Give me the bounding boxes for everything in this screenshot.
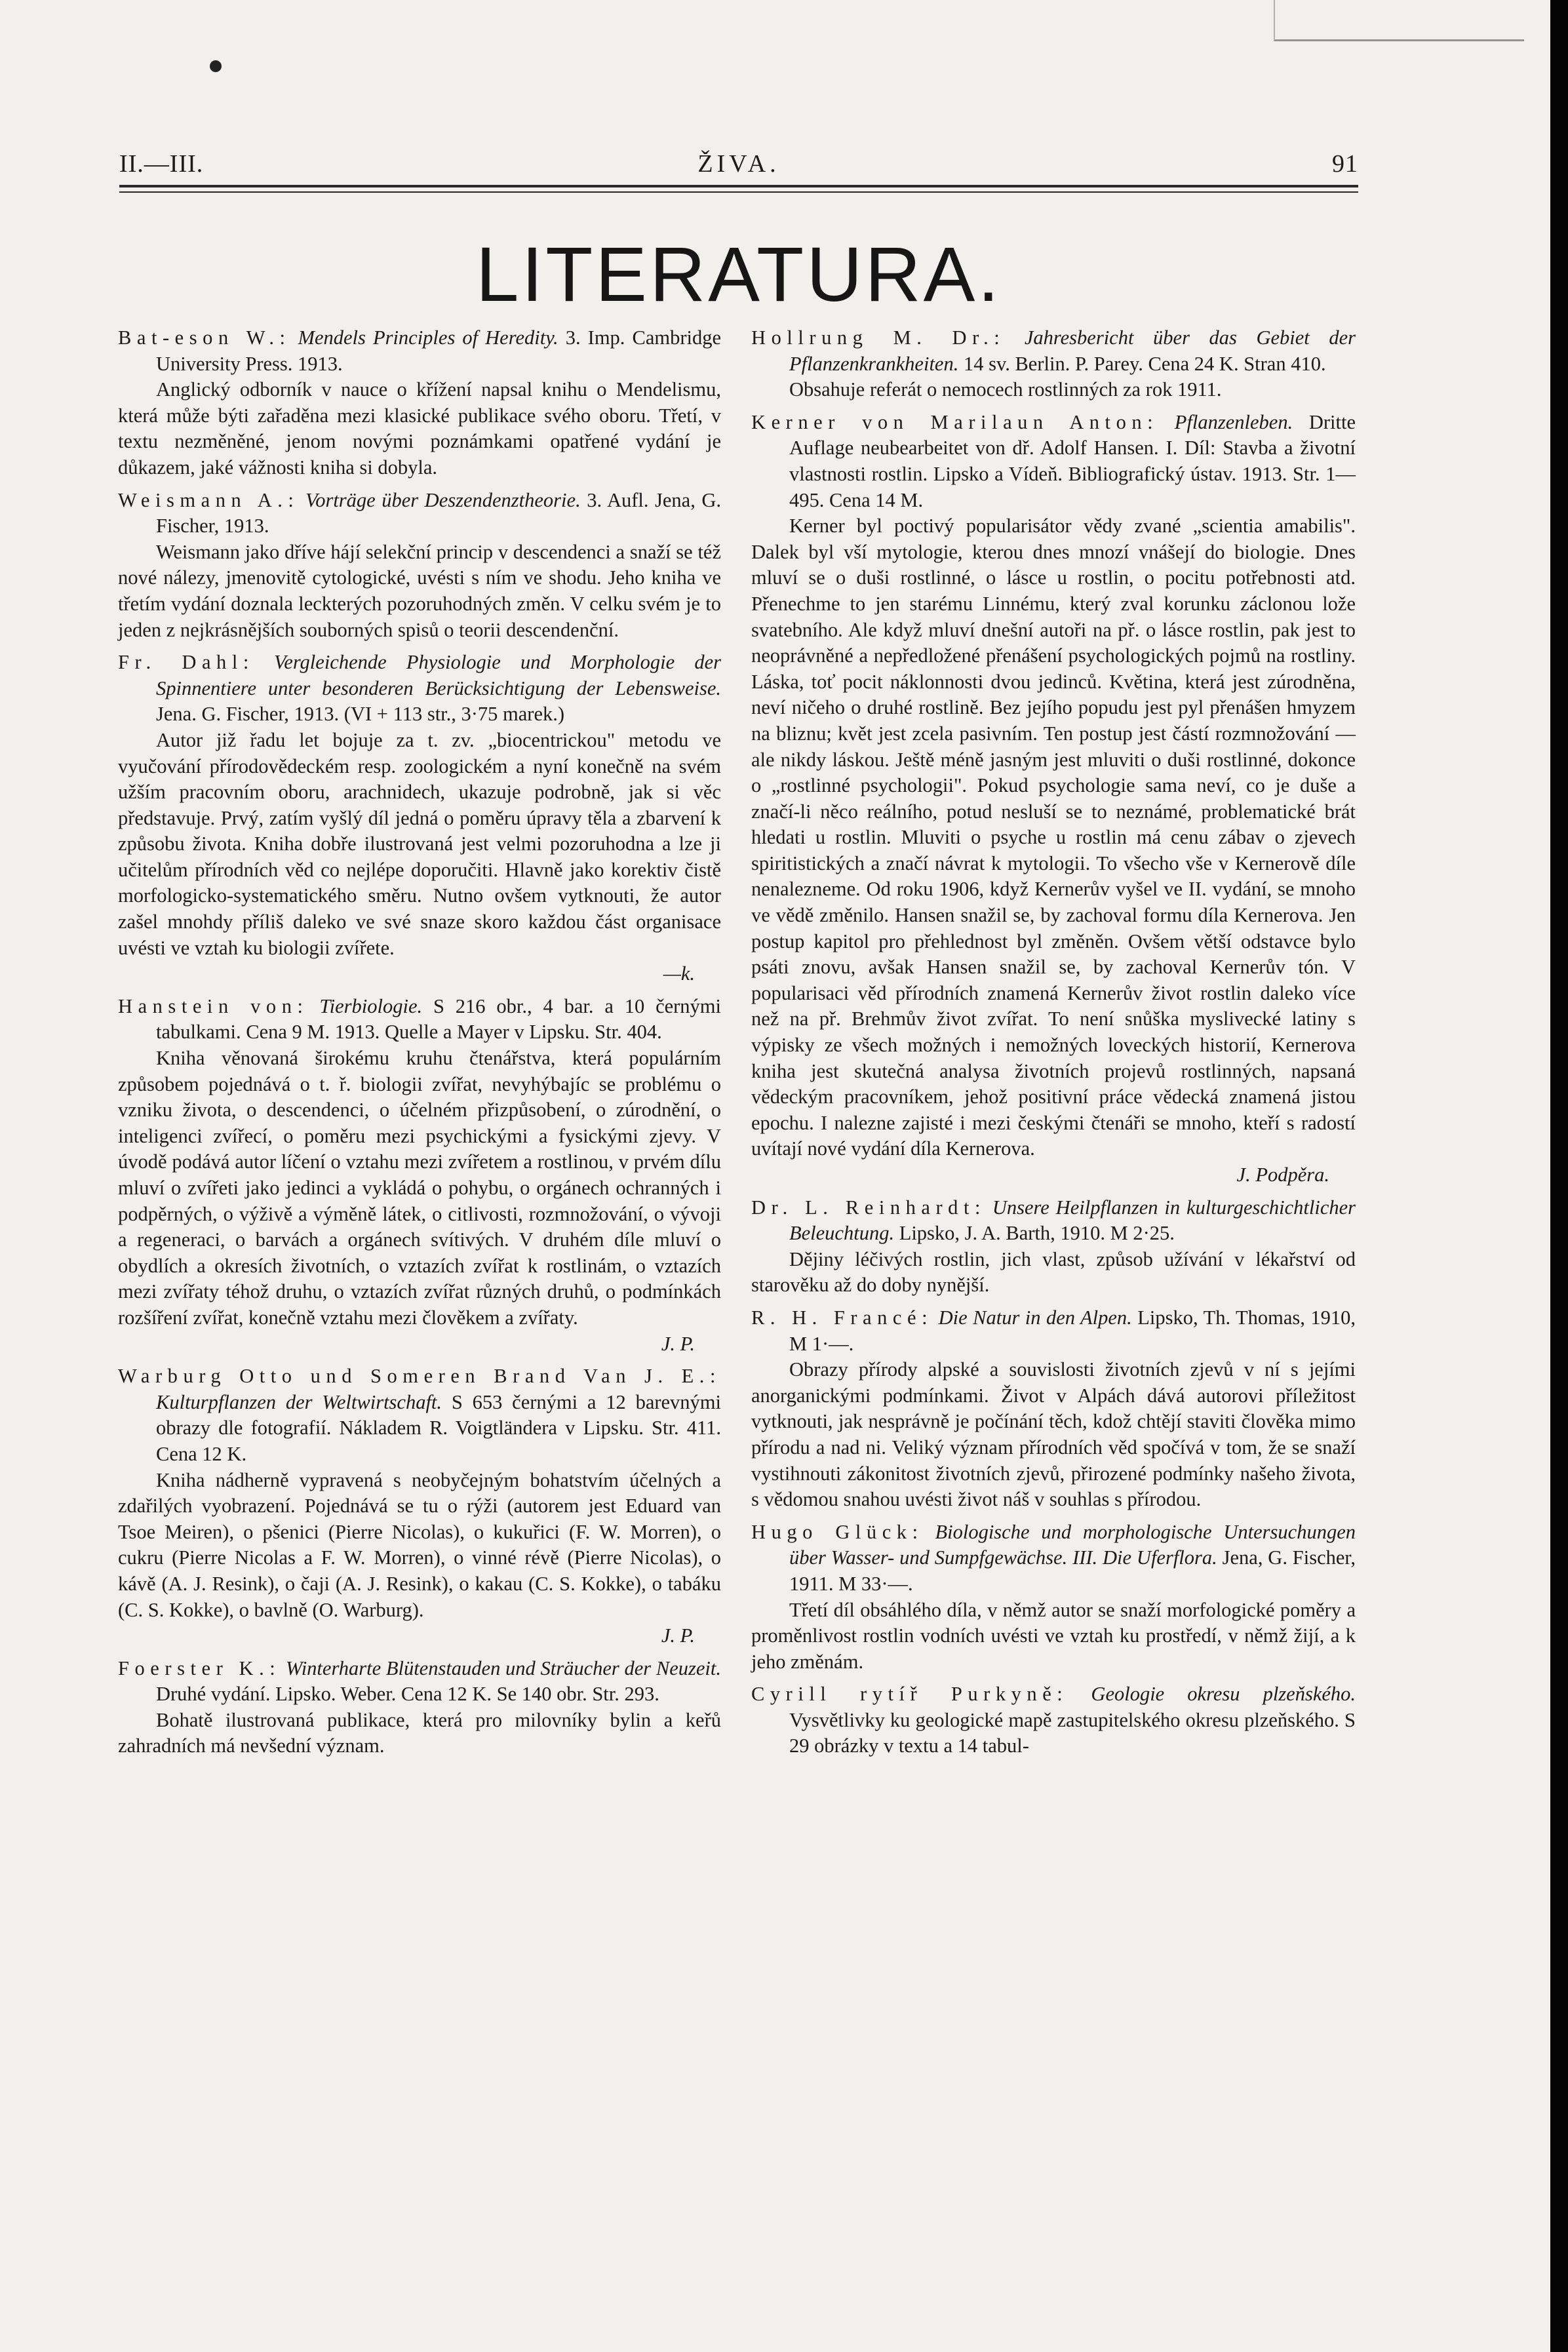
review-entry	[751, 1195, 1356, 1299]
publication-details: Jena, G. Fischer, 1911. M 33·—.	[789, 1546, 1356, 1595]
review-text: Třetí díl obsáhlého díla, v němž autor se snaží morfologické poměry a proměnlivost rostlin vodních uvésti ve vztah ku prostředí, v němž žijí, a k jeho změnám.	[751, 1598, 1356, 1673]
review-entry	[751, 1519, 1356, 1676]
review-text: Bohatě ilustrovaná publikace, která pro milovníky bylin a keřů zahradních má nevšední význam.	[118, 1708, 721, 1757]
review-entry	[118, 325, 721, 481]
review-text: Kniha věnovaná širokému kruhu čtenářstva, která populárním způsobem pojednává o t. ř. biologii zvířat, nevyhýbajíc se problému o vzniku života, o descendenci, o účelném přizpůsobení, o zúrodnění, o inteligenci zvířecí, o poměru mezi psychickými a fysickými zjevy. V úvodě podává autor líčení o vztahu mezi zvířetem a rostlinou, v prvém dílu mluví o zvířeti jako jedinci a vykládá o pohybu, o orgánech ochranných i podpěrných, o výživě a výměně látek, o citlivosti, rozmnožování, o vývoji a regeneraci, o barvách a orgánech svítivých. V druhém díle mluví o obydlích a okresích životních, o vztazích zvířat k rostlinám, o vztazích mezi zvířaty téhož druhu, o vztazích zvířat různých druhů, o podmínkách rozšíření zvířat, konečně vztahu mezi člověkem a zvířaty.	[118, 1047, 721, 1329]
author-name: Warburg Otto und Someren Brand Van J. E.:	[118, 1365, 721, 1388]
author-name: R. H. Francé:	[751, 1306, 933, 1329]
bibliographic-reference	[751, 1681, 1356, 1759]
review-entry	[118, 1656, 721, 1759]
bibliographic-reference	[751, 1195, 1356, 1247]
header-rule-thick	[119, 185, 1358, 187]
review-text: Kniha nádherně vypravená s neobyčejným bohatstvím účelných a zdařilých vyobrazení. Pojednává se tu o rýži (autorem jest Eduard van Tsoe Meiren), o pšenici (Pierre Nicolas), o kukuřici (F. W. Morren), o cukru (Pierre Nicolas a F. W. Morren), o vinné révě (Pierre Nicolas), o kávě (A. J. Resink), o čaji (A. J. Resink), o kakau (C. S. Kokke), o tabáku (C. S. Kokke), o bavlně (O. Warburg).	[118, 1468, 721, 1621]
scan-edge	[1550, 0, 1568, 2352]
work-title: Jahresbericht über das Gebiet der Pflanzenkrankheiten.	[789, 326, 1356, 375]
publication-details: 14 sv. Berlin. P. Parey. Cena 24 K. Stran 410.	[963, 352, 1326, 375]
bibliographic-reference	[751, 410, 1356, 513]
publication-details: Druhé vydání. Lipsko. Weber. Cena 12 K. Se 140 obr. Str. 293.	[156, 1683, 659, 1706]
work-title: Kulturpflanzen der Weltwirtschaft.	[156, 1390, 442, 1413]
author-name: Dr. L. Reinhardt:	[751, 1196, 987, 1219]
review-text: Anglický odborník v nauce o křížení napsal knihu o Mendelismu, která může býti zařaděna mezi klasické publikace svého oboru. Třetí, v textu nezměněné, jenom novými poznámkami opatřené vydání je důkazem, jaké vážnosti kniha si dobyla.	[118, 378, 721, 479]
author-name: Weismann A.:	[118, 488, 300, 511]
work-title: Geologie okresu plzeňského.	[1091, 1683, 1356, 1706]
journal-name: ŽIVA.	[697, 150, 780, 178]
author-name: Hugo Glück:	[751, 1520, 924, 1543]
author-name: Foerster K.:	[118, 1656, 281, 1679]
page-number: 91	[1332, 150, 1358, 178]
author-name: Cyrill rytíř Purkyně:	[751, 1683, 1068, 1706]
publication-details: Dritte Auflage neubearbeitet von dř. Adolf Hansen. I. Díl: Stavba a životní vlastnosti rostlin. Lipsko a Vídeň. Bibliografický ústav. 1913. Str. 1—495. Cena 14 M.	[789, 410, 1356, 511]
work-title: Winterharte Blütenstauden und Sträucher der Neuzeit.	[285, 1656, 721, 1679]
bibliographic-reference	[118, 488, 721, 539]
scan-dot	[210, 60, 222, 72]
review-entry	[751, 410, 1356, 1188]
issue-number: II.—III.	[119, 150, 204, 178]
header-rule-thin	[119, 191, 1358, 193]
scan-corner-artifact	[1274, 0, 1524, 41]
work-title: Unsere Heilpflanzen in kulturgeschichtlicher Beleuchtung.	[789, 1196, 1356, 1245]
bibliographic-reference	[118, 994, 721, 1046]
review-entry	[118, 488, 721, 644]
review-text: Kerner byl poctivý popularisátor vědy zvané „scientia amabilis". Dalek byl vší mytologie, kterou dnes mnozí vnášejí do biologie. Dnes mluví se o duši rostlinné, o lásce u rostlin, o pocitu potřebnosti atd. Přenechme to jen starému Linnému, který zval korunku záclonou lože svatebního. Ale když mluví dnešní autoři na př. o lásce rostlin, pak jest to neoprávněné a nepředložené přenášení psychologických pojmů na rostliny. Láska, toť pocit náklonnosti dvou jedinců. Květina, která jest zúrodněna, neví ničeho o druhé rostlině. Bez jejího popudu jest pyl přenášen hmyzem na bliznu; květ jest zcela pasivním. Ten postup jest částí rozmnožování — ale nikdy láskou. Ještě méně jasným jest mluviti o duši rostlinné, dokonce o „rostlinné psychologii". Pokud psychologie sama neví, co je duše a značí-li něco reálního, potud nesluší se to neznámé, problematické brát hledati u rostlin. Mluviti o psyche u rostlin má cenu zábav o zjevech spiritistických a značí návrat k mytologii. To všecho vše v Kernerově díle nenalezneme. Od roku 1906, když Kernerův vyšel ve II. vydání, se mnoho ve vědě změnilo. Hansen snažil se, by zachoval formu díla Kernerova. Jen postup kapitol pro přehlednost byl změněn. Ovšem větší odstavce bylo psáti znovu, avšak Hansen snažil se, by zachoval Kernerův tón. V popularisaci věd přírodních znamená Kernerův život rostlin daleko více než na př. Brehmův život zvířat. To není snůška myslivecké latiny s výpisky ze všech možných i nemožných loveckých historií, Kernerova kniha jest skutečná analysa životních projevů rostlinných, napsaná vědeckým pracovníkem, jehož positivní práce vědecká znamená jistou epochu. I nalezne zajisté i mezi českými čtenáři se mnoho, kteří s radostí uvítají nové vydání díla Kernerova.	[751, 515, 1356, 1160]
bibliographic-reference	[118, 650, 721, 728]
work-title: Tierbiologie.	[319, 994, 423, 1017]
reviewer-signature: J. P.	[661, 1332, 695, 1355]
publication-details: S 216 obr., 4 bar. a 10 černými tabulkami. Cena 9 M. 1913. Quelle a Mayer v Lipsku. Str. 404.	[156, 994, 721, 1044]
author-name: Kerner von Marilaun Anton:	[751, 410, 1159, 433]
publication-details: Vysvětlivky ku geologické mapě zastupitelského okresu plzeňského. S 29 obrázky v textu a 14 tabul-	[789, 1708, 1356, 1757]
review-text: Obsahuje referát o nemocech rostlinných za rok 1911.	[789, 378, 1222, 401]
bibliographic-reference	[118, 325, 721, 377]
author-name: Hanstein von:	[118, 994, 309, 1017]
review-text: Obrazy přírody alpské a souvislosti životních zjevů v ní s jejími anorganickými podmínkami. Život v Alpách dává autorovi příležitost vytknouti, jak nesprávně je počínání těch, kdož chtějí staviti člověka mimo přírodu a nad ni. Veliký význam přírodních věd spočívá v tom, že se snaží vystihnouti zákonitost životních zjevů, přirozené podmínky našeho života, s vědomou snahou uvésti život náš v souhlas s přírodou.	[751, 1358, 1356, 1511]
review-entry	[751, 325, 1356, 403]
review-entry	[118, 1363, 721, 1649]
work-title: Vergleichende Physiologie und Morphologie der Spinnentiere unter besonderen Berücksichtigung der Lebensweise.	[156, 651, 721, 699]
author-name: Hollrung M. Dr.:	[751, 326, 1006, 349]
running-header	[119, 149, 1358, 182]
reviewer-signature: J. Podpěra.	[1236, 1164, 1329, 1186]
review-text: Autor již řadu let bojuje za t. zv. „biocentrickou" metodu ve vyučování přírodovědeckém resp. zoologickém a nyní konečně na svém užším pracovním oboru, arachnidech, ukazuje podrobně, jak si věc představuje. Prvý, zatím vyšlý díl jedná o poměru úpravy těla a zbarvení k způsobu života. Kniha dobře ilustrovaná jest velmi pozoruhodna a lze ji učitelům přírodních věd co nejlépe doporučiti. Hlavně jako korektiv čistě morfologicko-systematického směru. Nutno ovšem vytknouti, že autor zašel mnohdy příliš daleko ve své snaze skoro každou část organisace uvésti ve vztah ku biologii zvířete.	[118, 728, 721, 959]
bibliographic-reference	[751, 325, 1356, 377]
review-entry	[118, 650, 721, 987]
publication-details: 3. Aufl. Jena, G. Fischer, 1913.	[156, 488, 722, 538]
reviewer-signature: J. P.	[661, 1624, 695, 1647]
section-title: LITERATURA.	[475, 231, 1002, 318]
author-name: Fr. Dahl:	[118, 651, 254, 674]
publication-details: Lipsko, J. A. Barth, 1910. M 2·25.	[899, 1222, 1175, 1245]
publication-details: Jena. G. Fischer, 1913. (VI + 113 str., 3·75 marek.)	[156, 703, 565, 726]
reviewer-signature: —k.	[663, 962, 695, 985]
work-title: Pflanzenleben.	[1174, 410, 1293, 433]
review-entry	[751, 1681, 1356, 1759]
work-title: Vorträge über Deszendenztheorie.	[305, 488, 581, 511]
publication-details: S 653 černými a 12 barevnými obrazy dle fotografií. Nákladem R. Voigtländera v Lipsku. Str. 411. Cena 12 K.	[156, 1390, 722, 1465]
author-name: Bat-eson W.:	[118, 326, 291, 349]
work-title: Biologische und morphologische Untersuchungen über Wasser- und Sumpfgewächse. III. Die Uferflora.	[789, 1520, 1356, 1569]
bibliographic-reference	[118, 1363, 721, 1467]
review-text: Dějiny léčivých rostlin, jich vlast, způsob užívání v lékařství od starověku až do doby nynější.	[751, 1247, 1356, 1297]
bibliographic-reference	[751, 1519, 1356, 1597]
review-text: Weismann jako dříve hájí selekční princip v descendenci a snaží se též nové nálezy, jmenovitě cytologické, uvésti s ním ve shodu. Jeho kniha ve třetím vydání doznala leckterých pozoruhodných změn. V celku svém je to jeden z nejkrásnějších souborných spisů o teorii descendenční.	[118, 540, 721, 641]
work-title: Mendels Principles of Heredity.	[298, 326, 559, 349]
work-title: Die Natur in den Alpen.	[938, 1306, 1132, 1329]
bibliographic-reference	[118, 1656, 721, 1708]
review-entry	[751, 1305, 1356, 1513]
right-column	[751, 325, 1356, 1766]
review-entry	[118, 994, 721, 1357]
publication-details: 3. Imp. Cambridge University Press. 1913.	[156, 326, 722, 375]
left-column	[118, 325, 721, 1766]
publication-details: Lipsko, Th. Thomas, 1910, M 1·—.	[789, 1306, 1356, 1355]
bibliographic-reference	[751, 1305, 1356, 1357]
